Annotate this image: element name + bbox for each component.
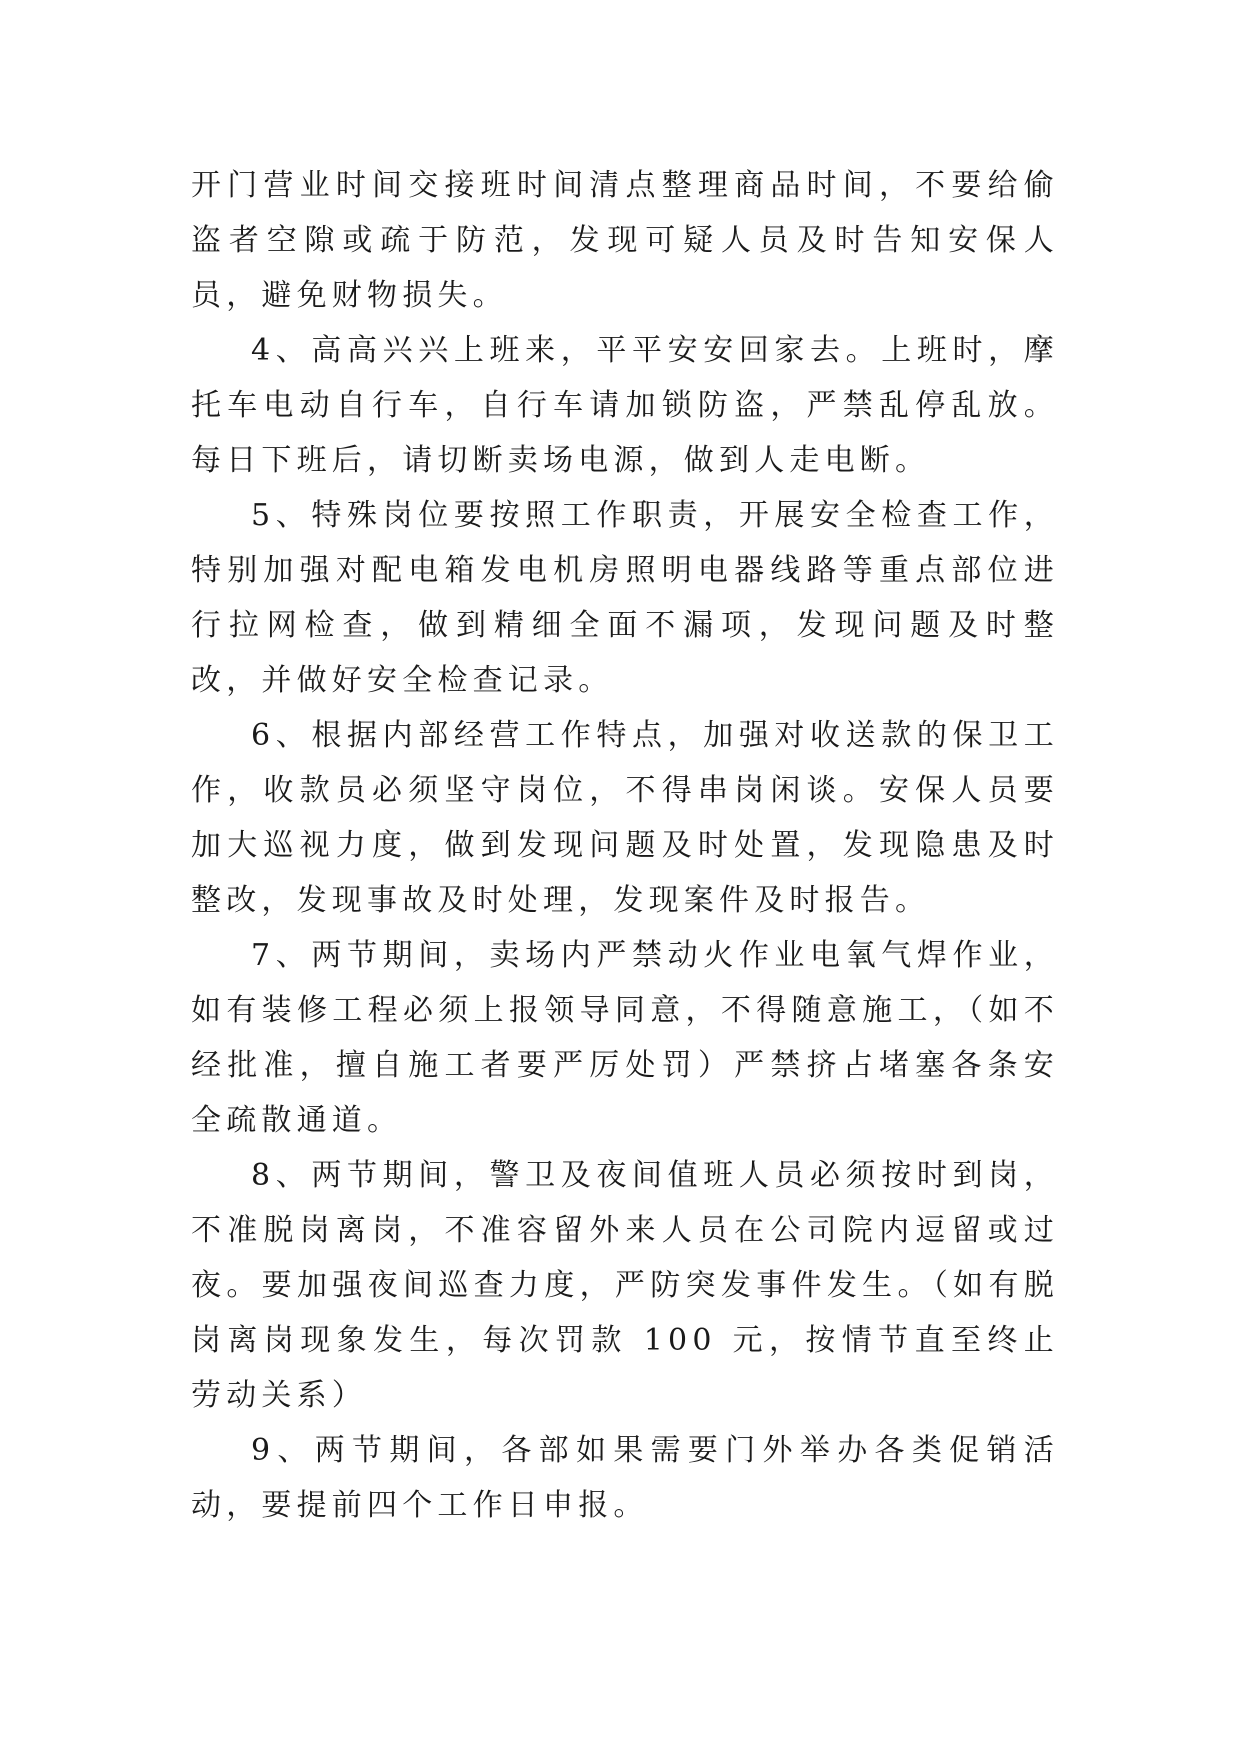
paragraph-item-7: 7、两节期间，卖场内严禁动火作业电氧气焊作业，如有装修工程必须上报领导同意，不得随意施工，（如不经批准，擅自施工者要严厉处罚）严禁挤占堵塞各条安全疏散通道。 bbox=[191, 938, 1059, 1138]
paragraph-item-5: 5、特殊岗位要按照工作职责，开展安全检查工作，特别加强对配电箱发电机房照明电器线路等重点部位进行拉网检查，做到精细全面不漏项，发现问题及时整改，并做好安全检查记录。 bbox=[191, 498, 1059, 698]
paragraph-continuation: 开门营业时间交接班时间清点整理商品时间，不要给偷盗者空隙或疏于防范，发现可疑人员及时告知安保人员，避免财物损失。 bbox=[191, 168, 1059, 313]
paragraph-item-9: 9、两节期间，各部如果需要门外举办各类促销活动，要提前四个工作日申报。 bbox=[191, 1433, 1059, 1523]
paragraph-item-8: 8、两节期间，警卫及夜间值班人员必须按时到岗，不准脱岗离岗，不准容留外来人员在公司院内逗留或过夜。要加强夜间巡查力度，严防突发事件发生。（如有脱岗离岗现象发生，每次罚款 100 元，按情节直至终止劳动关系） bbox=[191, 1158, 1059, 1413]
paragraph-item-4: 4、高高兴兴上班来，平平安安回家去。上班时，摩托车电动自行车，自行车请加锁防盗，严禁乱停乱放。每日下班后，请切断卖场电源，做到人走电断。 bbox=[191, 333, 1059, 478]
paragraph-item-6: 6、根据内部经营工作特点，加强对收送款的保卫工作，收款员必须坚守岗位，不得串岗闲谈。安保人员要加大巡视力度，做到发现问题及时处置，发现隐患及时整改，发现事故及时处理，发现案件及时报告。 bbox=[191, 718, 1059, 918]
document-body bbox=[191, 158, 1059, 1533]
